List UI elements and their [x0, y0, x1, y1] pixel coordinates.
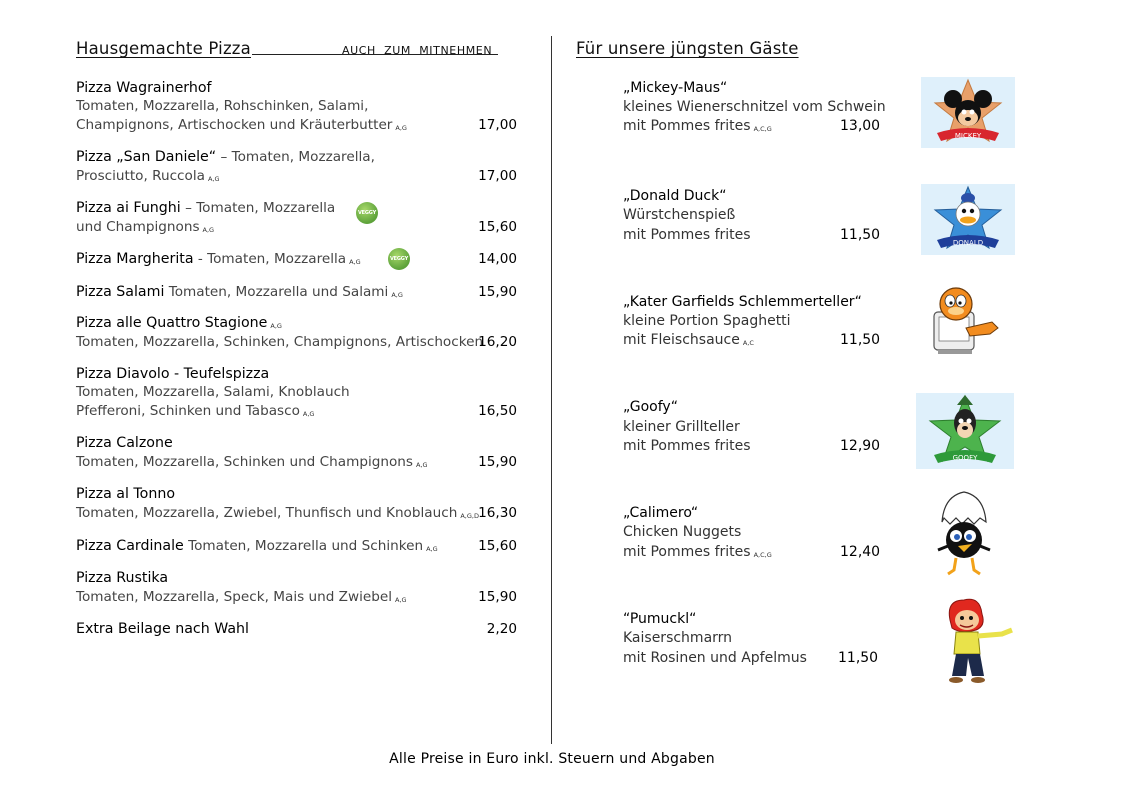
item-description: mit Fleischsauce: [623, 332, 740, 348]
item-name: „Donald Duck“: [623, 188, 727, 204]
item-price: 16,20: [478, 334, 517, 350]
calimero-icon: [934, 490, 994, 580]
donald-duck-icon: [921, 184, 1015, 255]
item-price: 15,60: [478, 538, 517, 554]
item-description: mit Pommes frites: [623, 438, 751, 454]
svg-text:DONALD: DONALD: [952, 239, 984, 247]
allergen-codes: A,G: [349, 258, 361, 266]
item-name: Pizza ai Funghi: [76, 200, 181, 216]
item-price: 11,50: [838, 650, 879, 666]
item-price: 12,40: [840, 544, 881, 560]
item-price: 17,00: [478, 117, 517, 133]
item-description: – Tomaten, Mozzarella,: [216, 149, 375, 165]
item-description: Champignons, Artischocken und Kräuterbutter: [76, 117, 393, 133]
item-name: Pizza al Tonno: [76, 486, 176, 502]
item-price: 12,90: [840, 438, 881, 454]
allergen-codes: A,G: [302, 410, 315, 418]
item-description: Pfefferoni, Schinken und Tabasco: [76, 403, 300, 419]
item-description: Tomaten, Mozzarella, Zwiebel, Thunfisch und Knoblauch: [76, 505, 458, 521]
allergen-codes: A,G: [395, 596, 407, 604]
column-divider: [551, 36, 552, 744]
allergen-codes: A,C,G: [753, 551, 772, 559]
svg-text:GOOFY: GOOFY: [952, 454, 978, 462]
takeaway-note: AUCH ZUM MITNEHMEN: [342, 44, 493, 57]
item-description: Tomaten, Mozzarella und Salami: [164, 284, 389, 300]
item-price: 2,20: [486, 621, 517, 637]
item-description: mit Pommes frites: [623, 544, 751, 560]
item-name: Pizza Cardinale: [76, 538, 184, 554]
pumuckl-icon: [940, 596, 1018, 690]
item-price: 13,00: [840, 118, 881, 134]
item-name: Pizza Calzone: [76, 435, 173, 451]
allergen-codes: A,G: [426, 545, 438, 553]
svg-text:MICKEY: MICKEY: [954, 132, 982, 140]
item-description: Tomaten, Mozzarella, Speck, Mais und Zwiebel: [76, 589, 393, 605]
item-price: 11,50: [840, 227, 881, 243]
item-name: „Mickey-Maus“: [623, 80, 728, 96]
item-name: „Kater Garfields Schlemmerteller“: [623, 294, 862, 310]
item-name: Pizza „San Daniele“: [76, 149, 217, 165]
veggie-badge-icon: VEGGY: [388, 248, 410, 270]
item-description: und Champignons: [76, 219, 200, 235]
item-name: Extra Beilage nach Wahl: [76, 621, 249, 637]
item-description: mit Pommes frites: [623, 118, 751, 134]
item-price: 15,90: [478, 284, 517, 300]
item-description: kleiner Grillteller: [623, 419, 740, 435]
item-price: 11,50: [840, 332, 881, 348]
allergen-codes: A,G: [391, 291, 403, 299]
item-name: Pizza Rustika: [76, 570, 169, 586]
item-name: Pizza alle Quattro Stagione: [76, 315, 268, 331]
item-description: - Tomaten, Mozzarella: [193, 251, 347, 267]
item-price: 15,90: [478, 454, 517, 470]
mickey-mouse-icon: [921, 77, 1015, 148]
item-price: 15,90: [478, 589, 517, 605]
allergen-codes: A,C: [742, 339, 754, 347]
item-price: 17,00: [478, 168, 517, 184]
allergen-codes: A,G: [270, 322, 282, 330]
item-name: Pizza Margherita: [76, 251, 194, 267]
goofy-icon: [916, 393, 1014, 469]
item-description: Tomaten, Mozzarella und Schinken: [183, 538, 424, 554]
item-description: Tomaten, Mozzarella, Schinken, Champignons, Artischocken: [76, 334, 484, 350]
garfield-icon: [930, 282, 1004, 358]
item-description: – Tomaten, Mozzarella: [180, 200, 336, 216]
item-description: Kaiserschmarrn: [623, 630, 733, 646]
item-price: 16,30: [478, 505, 517, 521]
item-description: kleine Portion Spaghetti: [623, 313, 791, 329]
allergen-codes: A,C,G: [753, 125, 772, 133]
item-description: Tomaten, Mozzarella, Rohschinken, Salami,: [76, 98, 369, 114]
item-name: „Calimero“: [623, 505, 699, 521]
item-price: 15,60: [478, 219, 517, 235]
item-name: „Goofy“: [623, 399, 678, 415]
pizza-section-title: Hausgemachte Pizza: [76, 39, 251, 58]
item-description: mit Pommes frites: [623, 227, 751, 243]
item-description: Chicken Nuggets: [623, 524, 742, 540]
item-price: 16,50: [478, 403, 517, 419]
footer-note: Alle Preise in Euro inkl. Steuern und Abgaben: [389, 751, 715, 767]
item-price: 14,00: [478, 251, 517, 267]
kids-section-title: Für unsere jüngsten Gäste: [576, 39, 799, 58]
item-description: Tomaten, Mozzarella, Salami, Knoblauch: [76, 384, 350, 400]
item-description: Tomaten, Mozzarella, Schinken und Champignons: [76, 454, 413, 470]
item-description: kleines Wienerschnitzel vom Schwein: [623, 99, 886, 115]
item-description: Würstchenspieß: [623, 207, 736, 223]
veggie-badge-icon: VEGGY: [356, 202, 378, 224]
item-name: Pizza Diavolo - Teufelspizza: [76, 366, 270, 382]
item-name: Pizza Salami: [76, 284, 165, 300]
allergen-codes: A,G: [202, 226, 215, 234]
allergen-codes: A,G: [395, 124, 407, 132]
item-name: “Pumuckl“: [623, 611, 697, 627]
item-description: Prosciutto, Ruccola: [76, 168, 205, 184]
allergen-codes: A,G: [415, 461, 428, 469]
item-name: Pizza Wagrainerhof: [76, 80, 212, 96]
allergen-codes: A,G: [207, 175, 220, 183]
item-description: mit Rosinen und Apfelmus: [623, 650, 807, 666]
allergen-codes: A,G,D: [460, 512, 479, 520]
